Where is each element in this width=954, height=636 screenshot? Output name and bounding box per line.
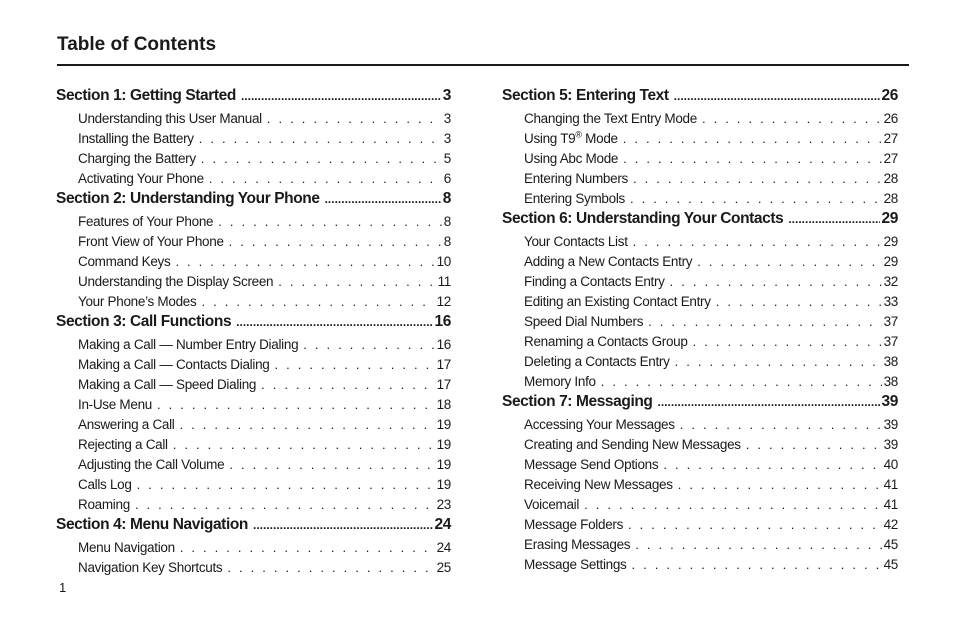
entry-page-number: 38: [883, 374, 898, 389]
section-page-number: 8: [442, 190, 451, 207]
page-title: Table of Contents: [57, 34, 217, 55]
entry-title-text: Activating Your Phone: [78, 171, 204, 186]
dot-leader: [630, 189, 882, 209]
page-number: 1: [59, 580, 67, 595]
entry-title-text: Accessing Your Messages: [524, 417, 675, 432]
toc-column-left: [56, 86, 451, 578]
toc-entry-link[interactable]: [78, 495, 451, 515]
section-page-number: 24: [434, 516, 451, 533]
dot-leader: [180, 415, 435, 435]
toc-entry-link[interactable]: [524, 555, 898, 575]
entry-title: [524, 232, 633, 252]
entry-title: [78, 129, 199, 149]
entry-title: [524, 495, 584, 515]
toc-entry-link[interactable]: [78, 375, 451, 395]
entry-title-text: Renaming a Contacts Group: [524, 334, 688, 349]
entry-title-text: Rejecting a Call: [78, 437, 168, 452]
entry-page-number: 39: [883, 437, 898, 452]
entry-title: [524, 149, 623, 169]
toc-entry-link[interactable]: [524, 292, 898, 312]
entry-title: [78, 495, 135, 515]
entry-title: [78, 212, 218, 232]
section-title: Section 7: Messaging: [502, 393, 653, 410]
dot-leader: [663, 455, 881, 475]
toc-entry-link[interactable]: [524, 515, 898, 535]
entry-title: [524, 312, 648, 332]
entry-page-number: 17: [436, 377, 451, 392]
dot-leader: [201, 292, 434, 312]
entry-title-text: Calls Log: [78, 477, 132, 492]
toc-entry-link[interactable]: [524, 169, 898, 189]
toc-entry-link[interactable]: [78, 169, 451, 189]
dot-leader: [227, 558, 434, 578]
dot-leader: [157, 395, 435, 415]
toc-entry-link[interactable]: [78, 435, 451, 455]
toc-entry-link[interactable]: [78, 395, 451, 415]
dot-leader: [278, 272, 435, 292]
toc-entry-link[interactable]: [524, 189, 898, 209]
entry-title-text: Navigation Key Shortcuts: [78, 560, 223, 575]
section-title: Section 5: Entering Text: [502, 87, 669, 104]
section-title: Section 4: Menu Navigation: [56, 516, 248, 533]
dot-leader: [175, 252, 434, 272]
entry-title-text: Answering a Call: [78, 417, 175, 432]
section-title: Section 3: Call Functions: [56, 313, 232, 330]
entry-title: [78, 558, 227, 578]
toc-entry-link[interactable]: [78, 272, 451, 292]
entry-title-text: Understanding the Display Screen: [78, 274, 274, 289]
entry-title: [78, 435, 173, 455]
entry-title-text: Memory Info: [524, 374, 596, 389]
entry-title-text: Charging the Battery: [78, 151, 196, 166]
entry-title-text: Making a Call — Contacts Dialing: [78, 357, 270, 372]
entry-title: [524, 129, 623, 149]
entry-title-text: Making a Call — Number Entry Dialing: [78, 337, 299, 352]
entry-title-text: Your Contacts List: [524, 234, 628, 249]
dot-leader: [236, 313, 432, 332]
entry-page-number: 29: [883, 234, 898, 249]
dot-leader: [209, 169, 442, 189]
entry-title-text: Front View of Your Phone: [78, 234, 224, 249]
entry-page-number: 24: [436, 540, 451, 555]
entry-page-number: 6: [443, 171, 451, 186]
entry-title-text: Menu Navigation: [78, 540, 175, 555]
entry-title-text: Changing the Text Entry Mode: [524, 111, 697, 126]
dot-leader: [623, 149, 881, 169]
toc-entry-link[interactable]: [78, 455, 451, 475]
dot-leader: [657, 393, 879, 412]
dot-leader: [716, 292, 882, 312]
toc-entry-link[interactable]: [78, 149, 451, 169]
toc-entry-link[interactable]: [78, 415, 451, 435]
toc-entry-link[interactable]: [78, 212, 451, 232]
entry-page-number: 26: [883, 111, 898, 126]
entry-page-number: 27: [883, 151, 898, 166]
entry-title: [78, 109, 267, 129]
entry-page-number: 28: [883, 171, 898, 186]
entry-page-number: 23: [436, 497, 451, 512]
dot-leader: [674, 87, 880, 106]
entry-title: [524, 555, 632, 575]
toc-entry-link[interactable]: [78, 292, 451, 312]
toc-entry-link[interactable]: [524, 372, 898, 392]
entry-title: [78, 415, 180, 435]
entry-title: [524, 352, 675, 372]
toc-section-link[interactable]: [56, 86, 451, 109]
dot-leader: [693, 332, 882, 352]
entry-title: [524, 435, 746, 455]
dot-leader: [675, 352, 882, 372]
entry-page-number: 45: [883, 537, 898, 552]
toc-entry-link[interactable]: [524, 149, 898, 169]
toc-entry-link[interactable]: [524, 332, 898, 352]
entry-title-text: Using Abc Mode: [524, 151, 619, 166]
dot-leader: [584, 495, 882, 515]
toc-section-link[interactable]: [502, 209, 898, 232]
entry-page-number: 12: [436, 294, 451, 309]
dot-leader: [702, 109, 882, 129]
entry-page-number: 32: [883, 274, 898, 289]
entry-title: [78, 292, 201, 312]
entry-title: [524, 109, 702, 129]
entry-title: [78, 169, 209, 189]
registered-mark: ®: [575, 129, 582, 140]
entry-page-number: 19: [436, 417, 451, 432]
entry-title: [524, 475, 678, 495]
dot-leader: [261, 375, 434, 395]
entry-title: [524, 292, 716, 312]
dot-leader: [632, 555, 882, 575]
toc-entry-link[interactable]: [78, 129, 451, 149]
dot-leader: [678, 475, 882, 495]
entry-title-text: Making a Call — Speed Dialing: [78, 377, 257, 392]
dot-leader: [633, 169, 882, 189]
entry-title: [78, 538, 180, 558]
dot-leader: [623, 129, 882, 149]
toc-column-right: [502, 86, 898, 575]
dot-leader: [199, 129, 442, 149]
entry-title-text: Finding a Contacts Entry: [524, 274, 665, 289]
entry-title-text: Message Send Options: [524, 457, 659, 472]
entry-title: [78, 455, 229, 475]
dot-leader: [253, 516, 433, 535]
dot-leader: [697, 252, 881, 272]
dot-leader: [788, 210, 879, 229]
entry-page-number: 3: [443, 111, 451, 126]
entry-title: [524, 515, 628, 535]
toc-entry-link[interactable]: [524, 495, 898, 515]
entry-title-text: Editing an Existing Contact Entry: [524, 294, 711, 309]
entry-page-number: 27: [883, 131, 898, 146]
section-page-number: 29: [881, 210, 898, 227]
toc-entry-link[interactable]: [524, 535, 898, 555]
entry-page-number: 41: [883, 477, 898, 492]
entry-page-number: 8: [443, 234, 451, 249]
title-divider: [57, 64, 909, 66]
entry-title-text: Deleting a Contacts Entry: [524, 354, 670, 369]
entry-page-number: 25: [436, 560, 451, 575]
entry-page-number: 18: [436, 397, 451, 412]
entry-title: [524, 252, 697, 272]
entry-title-suffix: Mode: [581, 131, 618, 146]
toc-entry-link[interactable]: [524, 475, 898, 495]
entry-title: [78, 355, 274, 375]
dot-leader: [137, 475, 435, 495]
toc-section-link[interactable]: [502, 392, 898, 415]
toc-entry-link[interactable]: [524, 312, 898, 332]
dot-leader: [633, 232, 882, 252]
entry-page-number: 29: [883, 254, 898, 269]
entry-page-number: 37: [883, 334, 898, 349]
dot-leader: [635, 535, 881, 555]
entry-title-text: In-Use Menu: [78, 397, 152, 412]
toc-entry-link[interactable]: [78, 335, 451, 355]
entry-title-text: Command Keys: [78, 254, 171, 269]
dot-leader: [274, 355, 434, 375]
entry-title: [524, 272, 670, 292]
entry-title: [78, 335, 303, 355]
dot-leader: [173, 435, 435, 455]
entry-title-text: Roaming: [78, 497, 130, 512]
entry-title-text: Using T9: [524, 131, 576, 146]
entry-title: [524, 455, 663, 475]
entry-title: [78, 475, 137, 495]
entry-page-number: 11: [437, 274, 451, 289]
toc-entry-link[interactable]: [524, 435, 898, 455]
entry-title-text: Features of Your Phone: [78, 214, 214, 229]
entry-page-number: 41: [883, 497, 898, 512]
section-page-number: 3: [442, 87, 451, 104]
entry-title: [524, 535, 635, 555]
entry-page-number: 10: [436, 254, 451, 269]
toc-entry-link[interactable]: [524, 272, 898, 292]
entry-title-text: Message Folders: [524, 517, 624, 532]
dot-leader: [180, 538, 435, 558]
dot-leader: [648, 312, 881, 332]
entry-title-text: Receiving New Messages: [524, 477, 673, 492]
entry-title: [78, 232, 229, 252]
entry-title: [524, 372, 601, 392]
section-title: Section 6: Understanding Your Contacts: [502, 210, 784, 227]
entry-title: [78, 149, 201, 169]
entry-title-text: Adjusting the Call Volume: [78, 457, 225, 472]
entry-title-text: Installing the Battery: [78, 131, 194, 146]
entry-title-text: Creating and Sending New Messages: [524, 437, 741, 452]
dot-leader: [746, 435, 882, 455]
toc-entry-link[interactable]: [78, 355, 451, 375]
dot-leader: [670, 272, 882, 292]
section-title: Section 1: Getting Started: [56, 87, 236, 104]
dot-leader: [628, 515, 882, 535]
entry-page-number: 19: [436, 437, 451, 452]
entry-page-number: 38: [883, 354, 898, 369]
entry-page-number: 33: [883, 294, 898, 309]
toc-section-link[interactable]: [56, 312, 451, 335]
entry-title-text: Speed Dial Numbers: [524, 314, 644, 329]
dot-leader: [229, 455, 434, 475]
dot-leader: [201, 149, 442, 169]
toc-entry-link[interactable]: [78, 475, 451, 495]
entry-title: [78, 272, 278, 292]
entry-title: [524, 415, 680, 435]
toc-entry-link[interactable]: [78, 109, 451, 129]
entry-title: [78, 395, 157, 415]
dot-leader: [680, 415, 882, 435]
entry-page-number: 8: [443, 214, 451, 229]
entry-page-number: 42: [883, 517, 898, 532]
entry-title-text: Entering Symbols: [524, 191, 625, 206]
toc-section-link[interactable]: [56, 515, 451, 538]
dot-leader: [601, 372, 882, 392]
section-page-number: 26: [881, 87, 898, 104]
entry-page-number: 3: [443, 131, 451, 146]
entry-title-text: Adding a New Contacts Entry: [524, 254, 693, 269]
toc-entry-link[interactable]: [524, 232, 898, 252]
entry-page-number: 39: [883, 417, 898, 432]
entry-page-number: 17: [436, 357, 451, 372]
dot-leader: [241, 87, 441, 106]
toc-entry-link[interactable]: [524, 109, 898, 129]
entry-title-text: Entering Numbers: [524, 171, 628, 186]
entry-title-text: Voicemail: [524, 497, 580, 512]
entry-page-number: 19: [436, 457, 451, 472]
dot-leader: [218, 212, 442, 232]
dot-leader: [267, 109, 442, 129]
toc-section-link[interactable]: [56, 189, 451, 212]
dot-leader: [229, 232, 442, 252]
dot-leader: [325, 190, 441, 209]
dot-leader: [135, 495, 435, 515]
toc-section-link[interactable]: [502, 86, 898, 109]
entry-title: [524, 332, 693, 352]
toc-entry-link[interactable]: [524, 352, 898, 372]
section-page-number: 39: [881, 393, 898, 410]
entry-title: [524, 189, 630, 209]
toc-entry-link[interactable]: [524, 415, 898, 435]
dot-leader: [303, 335, 434, 355]
section-title: Section 2: Understanding Your Phone: [56, 190, 320, 207]
toc-entry-link[interactable]: [78, 538, 451, 558]
entry-page-number: 16: [436, 337, 451, 352]
section-page-number: 16: [434, 313, 451, 330]
entry-title-text: Message Settings: [524, 557, 627, 572]
entry-title: [78, 252, 175, 272]
toc-entry-link[interactable]: [524, 455, 898, 475]
toc-entry-link[interactable]: [78, 252, 451, 272]
toc-entry-link[interactable]: [524, 252, 898, 272]
entry-page-number: 5: [443, 151, 451, 166]
entry-page-number: 37: [883, 314, 898, 329]
entry-page-number: 40: [883, 457, 898, 472]
entry-title-text: Understanding this User Manual: [78, 111, 262, 126]
entry-title-text: Erasing Messages: [524, 537, 631, 552]
entry-page-number: 45: [883, 557, 898, 572]
toc-entry-link[interactable]: [524, 129, 898, 149]
entry-title-text: Your Phone’s Modes: [78, 294, 197, 309]
entry-page-number: 19: [436, 477, 451, 492]
toc-entry-link[interactable]: [78, 558, 451, 578]
toc-entry-link[interactable]: [78, 232, 451, 252]
entry-title: [524, 169, 633, 189]
entry-page-number: 28: [883, 191, 898, 206]
entry-title: [78, 375, 261, 395]
